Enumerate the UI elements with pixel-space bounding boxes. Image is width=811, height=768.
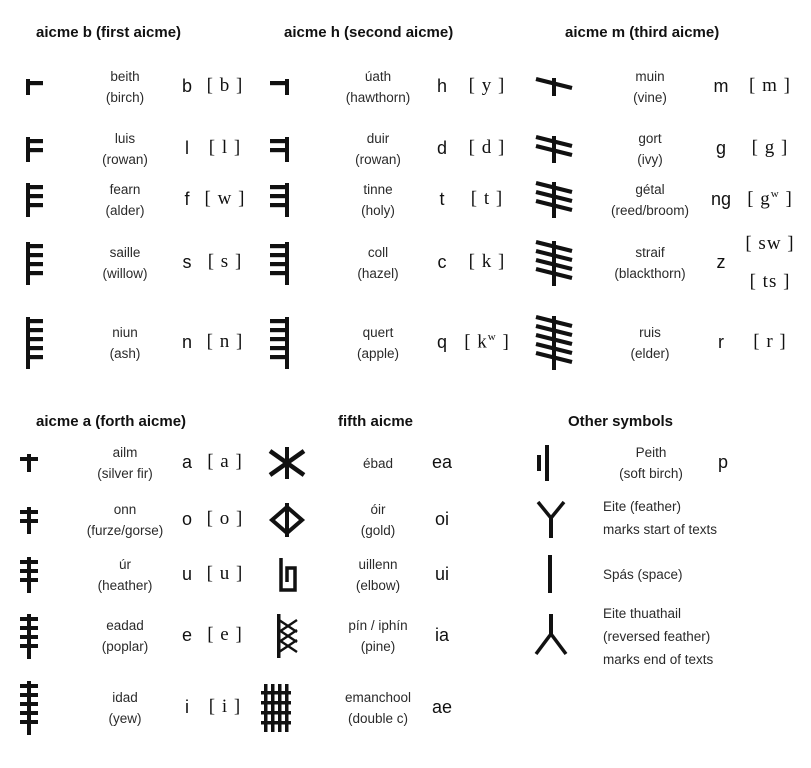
ipa-value	[747, 188, 793, 210]
ogham-glyph-icon	[26, 79, 46, 95]
ipa-text: [ e ]	[207, 624, 243, 645]
latin-letter: f	[184, 189, 190, 209]
uillenn-glyph-icon	[278, 558, 298, 592]
symbol-description	[603, 495, 717, 541]
ogham-name: coll	[367, 245, 389, 260]
latin-letter: r	[718, 332, 724, 352]
letter-name	[346, 66, 411, 108]
ogham-name: muin	[635, 69, 665, 84]
ipa-value	[207, 563, 244, 585]
latin-letter: h	[436, 76, 448, 96]
ipa-superscript: w	[487, 331, 497, 343]
ogham-name: gétal	[635, 182, 665, 197]
ipa-text: [ t ]	[470, 188, 504, 209]
ogham-name: ailm	[112, 445, 138, 460]
ipa-value	[753, 331, 786, 353]
space-glyph-icon	[546, 555, 554, 593]
letter-name	[98, 554, 153, 596]
ipa-value	[207, 331, 244, 353]
ogham-meaning: (rowan)	[102, 152, 148, 167]
ogham-meaning: (rowan)	[355, 152, 401, 167]
header-aicme-b: aicme b (first aicme)	[36, 24, 182, 41]
ogham-meaning: (birch)	[105, 90, 145, 105]
ipa-text: [ r ]	[753, 331, 787, 352]
ogham-glyph-icon	[270, 79, 290, 95]
latin-letter: ea	[431, 452, 453, 472]
ipa-value	[205, 188, 246, 210]
header-aicme-m: aicme m (third aicme)	[565, 24, 720, 41]
ogham-name: luis	[114, 131, 136, 146]
symbol-description	[603, 563, 683, 586]
ipa-value	[469, 137, 506, 159]
letter-name	[614, 242, 685, 284]
letter-name	[345, 687, 411, 729]
ogham-glyph-icon	[270, 317, 290, 369]
letter-name	[87, 499, 164, 541]
ogham-glyph-icon	[26, 242, 46, 285]
ogham-meaning: (apple)	[356, 346, 400, 361]
pin-glyph-icon	[275, 614, 299, 658]
letter-name	[355, 128, 401, 170]
ipa-value	[209, 137, 241, 159]
ogham-glyph-icon	[20, 454, 40, 472]
ogham-name: idad	[112, 690, 138, 705]
latin-letter: m	[713, 76, 729, 96]
symbol-description-line: marks start of texts	[603, 522, 718, 537]
ogham-name: ébad	[362, 455, 394, 471]
ogham-meaning: (silver fir)	[97, 466, 153, 481]
ipa-text: [ w ]	[204, 188, 246, 209]
letter-name	[637, 128, 663, 170]
ipa-text: [ i ]	[208, 696, 242, 717]
ipa-text: [ k	[464, 331, 488, 353]
ogham-name: úr	[118, 557, 131, 572]
ipa-text: [ n ]	[206, 331, 244, 352]
latin-letter: u	[181, 564, 193, 584]
latin-letter: d	[436, 138, 448, 158]
ogham-meaning: (hawthorn)	[345, 90, 411, 105]
ogham-meaning: (gold)	[360, 523, 396, 538]
latin-letter: oi	[434, 509, 450, 529]
latin-letter: l	[185, 138, 189, 158]
ogham-glyph-icon	[535, 136, 575, 163]
ogham-glyph-icon	[270, 137, 290, 162]
ogham-name: pín / iphín	[348, 618, 408, 633]
ogham-name: tinne	[363, 182, 393, 197]
ogham-meaning: (furze/gorse)	[86, 523, 164, 538]
ebad-glyph-icon	[267, 447, 307, 479]
symbol-description-line: Eite (feather)	[603, 499, 682, 514]
ipa-text: [ d ]	[468, 137, 506, 158]
letter-name	[110, 322, 141, 364]
letter-name	[633, 66, 667, 108]
ogham-meaning: (reed/broom)	[610, 203, 690, 218]
letter-name	[348, 615, 407, 657]
letter-name	[106, 66, 144, 108]
letter-name	[357, 322, 399, 364]
ipa-text: [ g ]	[751, 137, 789, 158]
letter-name	[105, 179, 144, 221]
ipa-value	[209, 696, 241, 718]
ipa-value	[471, 188, 503, 210]
ogham-meaning: (pine)	[360, 639, 396, 654]
ogham-meaning: (holy)	[361, 203, 395, 218]
ipa-value	[464, 331, 510, 353]
ogham-name: Peith	[635, 445, 667, 460]
ogham-glyph-icon	[20, 557, 40, 593]
ogham-glyph-icon	[26, 183, 46, 217]
reversed-feather-glyph-icon	[533, 614, 569, 658]
ogham-glyph-icon	[535, 316, 575, 370]
ogham-meaning: (alder)	[105, 203, 145, 218]
latin-letter: b	[181, 76, 193, 96]
latin-letter: ae	[431, 697, 453, 717]
latin-letter: n	[181, 332, 193, 352]
header-fifth-aicme: fifth aicme	[338, 413, 414, 430]
latin-letter: ia	[434, 625, 450, 645]
ipa-text: [ sw ]	[745, 233, 795, 254]
ogham-name: beith	[110, 69, 140, 84]
ogham-name: eadad	[106, 618, 144, 633]
ogham-name: duir	[366, 131, 390, 146]
ogham-glyph-icon	[26, 317, 46, 369]
ogham-glyph-icon	[535, 241, 575, 286]
letter-name	[97, 442, 153, 484]
ogham-glyph-icon	[535, 78, 575, 96]
letter-name	[102, 128, 148, 170]
ogham-name: straif	[635, 245, 665, 260]
latin-letter: a	[181, 452, 193, 472]
ipa-text-end: ]	[496, 331, 510, 353]
ipa-text: [ u ]	[206, 563, 244, 584]
ogham-name: fearn	[109, 182, 141, 197]
ogham-glyph-icon	[535, 182, 575, 218]
ogham-meaning: (hazel)	[357, 266, 399, 281]
letter-name	[361, 499, 396, 541]
latin-letter: ui	[434, 564, 450, 584]
letter-name	[103, 242, 148, 284]
letter-name	[109, 687, 142, 729]
latin-letter: o	[181, 509, 193, 529]
latin-letter: z	[716, 252, 726, 272]
ipa-text: [ a ]	[207, 451, 243, 472]
ogham-meaning: (vine)	[633, 90, 667, 105]
letter-name	[102, 615, 149, 657]
ogham-name: uillenn	[358, 557, 398, 572]
ipa-text: [ l ]	[208, 137, 242, 158]
feather-glyph-icon	[535, 500, 567, 538]
symbol-description-line: marks end of texts	[603, 651, 714, 667]
ogham-meaning: (willow)	[102, 266, 148, 281]
ogham-glyph-icon	[270, 242, 290, 285]
ipa-value	[207, 624, 243, 646]
oir-glyph-icon	[268, 503, 306, 537]
ipa-text: [ k ]	[468, 251, 506, 272]
ogham-meaning: (double c)	[347, 711, 409, 726]
ipa-value	[207, 75, 244, 97]
latin-letter: ng	[710, 189, 732, 209]
letter-name	[611, 179, 689, 221]
peith-glyph-icon	[536, 445, 554, 481]
letter-name	[356, 554, 400, 596]
ogham-name: quert	[362, 325, 394, 340]
ogham-name: gort	[638, 131, 662, 146]
ogham-meaning: (soft birch)	[619, 466, 683, 481]
symbol-description-line: Eite thuathail	[603, 605, 682, 621]
ipa-text: [ b ]	[206, 75, 244, 96]
ipa-text: [ m ]	[749, 75, 791, 96]
latin-letter: c	[437, 252, 447, 272]
latin-letter: s	[182, 252, 192, 272]
header-aicme-h: aicme h (second aicme)	[284, 24, 454, 41]
ipa-value	[749, 75, 791, 97]
ipa-text: [ s ]	[207, 251, 243, 272]
ogham-meaning: (blackthorn)	[614, 266, 686, 281]
latin-letter: i	[185, 697, 189, 717]
ogham-name: onn	[113, 502, 137, 517]
ogham-glyph-icon	[20, 681, 40, 735]
latin-letter: p	[717, 452, 729, 472]
letter-name	[630, 322, 669, 364]
ipa-value	[207, 451, 243, 473]
ogham-name: ruis	[639, 325, 661, 340]
ipa-superscript: w	[770, 188, 780, 200]
ipa-text: [ o ]	[206, 508, 244, 529]
letter-name	[361, 179, 395, 221]
ipa-text: [ y ]	[468, 75, 506, 96]
ogham-name: óir	[370, 502, 386, 517]
ogham-meaning: (yew)	[108, 711, 142, 726]
ogham-glyph-icon	[20, 614, 40, 659]
ogham-meaning: (elder)	[630, 346, 670, 361]
ogham-name: úath	[364, 69, 392, 84]
ogham-name: emanchool	[344, 690, 412, 705]
ipa-text: [ g	[747, 188, 771, 210]
latin-letter: e	[181, 625, 193, 645]
ipa-value	[469, 75, 506, 97]
symbol-description-line: (reversed feather)	[603, 628, 711, 644]
ogham-meaning: (ivy)	[637, 152, 663, 167]
letter-name	[357, 242, 398, 284]
letter-name	[363, 453, 393, 474]
ipa-value-alt: [ ts ]	[749, 271, 791, 292]
symbol-description-line: Spás (space)	[603, 566, 683, 582]
ogham-name: saille	[109, 245, 141, 260]
header-other-symbols: Other symbols	[568, 413, 674, 430]
ogham-glyph-icon	[20, 507, 40, 534]
latin-letter: q	[436, 332, 448, 352]
ipa-value	[752, 137, 789, 159]
ipa-text-end: ]	[779, 188, 793, 210]
letter-name	[619, 442, 683, 484]
ogham-glyph-icon	[26, 137, 46, 162]
ogham-glyph-icon	[270, 183, 290, 217]
latin-letter: g	[715, 138, 727, 158]
ogham-meaning: (poplar)	[101, 639, 149, 654]
emanchool-glyph-icon	[261, 684, 291, 732]
ogham-meaning: (elbow)	[355, 578, 401, 593]
ipa-value	[745, 233, 794, 255]
ipa-value	[469, 251, 506, 273]
ipa-value	[207, 508, 244, 530]
ogham-name: niun	[112, 325, 138, 340]
ogham-meaning: (heather)	[97, 578, 153, 593]
ogham-meaning: (ash)	[109, 346, 141, 361]
ipa-value	[208, 251, 243, 273]
symbol-description	[603, 602, 713, 671]
latin-letter: t	[439, 189, 445, 209]
header-aicme-a: aicme a (forth aicme)	[36, 413, 187, 430]
